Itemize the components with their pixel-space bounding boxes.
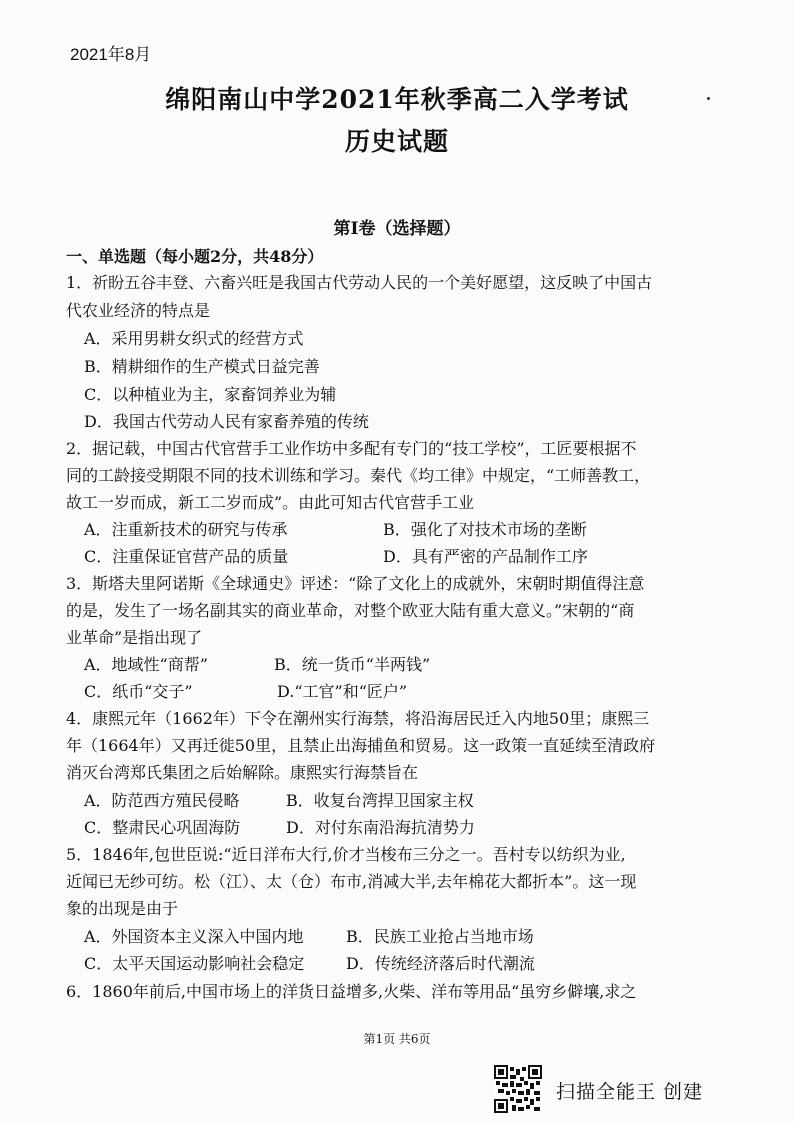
question-4-line-2: 年（1664年）又再迁徙50里，且禁止出海捕鱼和贸易。这一政策一直延续至清政府 xyxy=(66,736,656,755)
question-1-option-b: B．精耕细作的生产模式日益完善 xyxy=(84,357,320,376)
question-4-option-d: D．对付东南沿海抗清势力 xyxy=(286,818,475,837)
question-4-option-c: C．整肃民心巩固海防 xyxy=(84,818,241,837)
question-5-option-d: D．传统经济落后时代潮流 xyxy=(346,954,535,973)
question-1-option-d: D．我国古代劳动人民有家畜养殖的传统 xyxy=(84,412,369,431)
question-2-option-b: B．强化了对技术市场的垄断 xyxy=(383,520,587,539)
question-2-option-a: A．注重新技术的研究与传承 xyxy=(84,520,288,539)
question-6-line-1: 6．1860年前后,中国市场上的洋货日益增多,火柴、洋布等用品“虽穷乡僻壤,求之 xyxy=(66,982,637,1001)
question-2-option-c: C．注重保证官营产品的质量 xyxy=(84,547,289,566)
question-5-option-b: B．民族工业抢占当地市场 xyxy=(346,927,534,946)
exam-date: 2021年8月 xyxy=(70,45,152,64)
question-3-line-2: 的是，发生了一场名副其实的商业革命，对整个欧亚大陆有重大意义。”宋朝的“商 xyxy=(66,601,635,620)
section-title: 第Ⅰ卷（选择题） xyxy=(333,219,461,239)
question-3-option-b: B．统一货币“半两钱” xyxy=(274,655,431,674)
question-1-option-a: A．采用男耕女织式的经营方式 xyxy=(84,329,304,348)
question-2-option-d: D．具有严密的产品制作工序 xyxy=(383,547,588,566)
question-3-option-a: A．地域性“商帮” xyxy=(84,655,208,674)
question-3-line-1: 3．斯塔夫里阿诺斯《全球通史》评述：“除了文化上的成就外，宋朝时期值得注意 xyxy=(66,574,645,593)
question-5-option-a: A．外国资本主义深入中国内地 xyxy=(84,927,304,946)
section-heading: 一、单选题（每小题2分，共48分） xyxy=(66,247,324,266)
question-1-option-c: C．以种植业为主，家畜饲养业为辅 xyxy=(84,385,337,404)
question-3-line-3: 业革命”是指出现了 xyxy=(66,628,203,647)
question-1-line-2: 代农业经济的特点是 xyxy=(66,301,211,320)
exam-title: 绵阳南山中学2021年秋季高二入学考试 xyxy=(165,85,629,114)
question-3-option-d: D.“工官”和“匠户” xyxy=(277,682,408,701)
question-4-line-3: 消灭台湾郑氏集团之后始解除。康熙实行海禁旨在 xyxy=(66,763,419,782)
question-5-option-c: C．太平天国运动影响社会稳定 xyxy=(84,954,305,973)
question-2-line-2: 同的工龄接受期限不同的技术训练和学习。秦代《均工律》中规定，“工师善教工， xyxy=(66,466,651,485)
exam-subtitle: 历史试题 xyxy=(344,127,449,156)
question-2-line-3: 故工一岁而成，新工二岁而成”。由此可知古代官营手工业 xyxy=(66,493,475,512)
page-footer: 第1页 共6页 xyxy=(363,1032,431,1046)
question-4-option-b: B．收复台湾捍卫国家主权 xyxy=(286,791,474,810)
question-2-line-1: 2．据记载，中国古代官营手工业作坊中多配有专门的“技工学校”，工匠要根据不 xyxy=(66,439,637,458)
question-5-line-3: 象的出现是由于 xyxy=(66,899,179,918)
question-4-option-a: A．防范西方殖民侵略 xyxy=(84,791,240,810)
scanner-watermark: 扫描全能王 创建 xyxy=(556,1081,704,1103)
qr-code-icon xyxy=(494,1065,542,1113)
question-1-line-1: 1．祈盼五谷丰登、六畜兴旺是我国古代劳动人民的一个美好愿望，这反映了中国古 xyxy=(66,273,653,292)
question-3-option-c: C．纸币“交子” xyxy=(84,682,193,701)
question-5-line-2: 近闻已无纱可纺。松（江）、太（仓）布市,消减大半,去年棉花大都折本”。这一现 xyxy=(66,872,637,891)
question-5-line-1: 5．1846年,包世臣说:“近日洋布大行,价才当梭布三分之一。吾村专以纺织为业, xyxy=(66,845,626,864)
question-4-line-1: 4．康熙元年（1662年）下令在潮州实行海禁，将沿海居民迁入内地50里；康熙三 xyxy=(66,709,650,728)
